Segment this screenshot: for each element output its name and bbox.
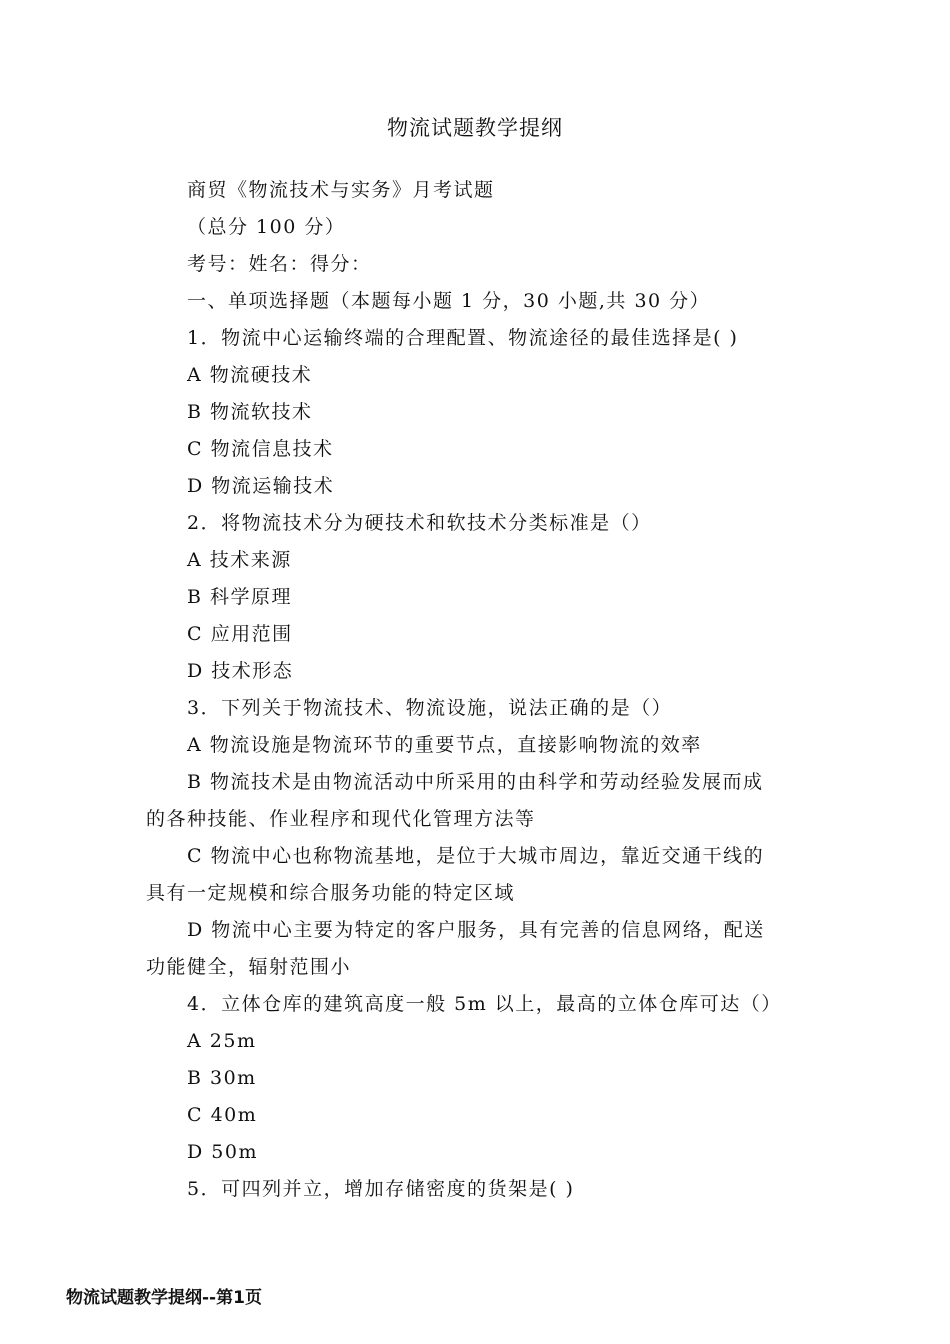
document-title: 物流试题教学提纲 bbox=[387, 116, 563, 140]
option-line-continued: 功能健全，辐射范围小 bbox=[146, 956, 352, 978]
option-line-continued: 的各种技能、作业程序和现代化管理方法等 bbox=[146, 808, 536, 830]
document-body bbox=[0, 172, 950, 1208]
body-line: （总分 100 分） bbox=[187, 216, 346, 238]
option-line: A 物流设施是物流环节的重要节点，直接影响物流的效率 bbox=[187, 734, 702, 756]
body-line: 商贸《物流技术与实务》月考试题 bbox=[187, 179, 495, 201]
option-line: B 物流软技术 bbox=[187, 401, 313, 423]
option-line: D 技术形态 bbox=[187, 660, 294, 682]
question-4: 4．立体仓库的建筑高度一般 5m 以上，最高的立体仓库可达（） bbox=[187, 993, 782, 1015]
option-line: B 科学原理 bbox=[187, 586, 293, 608]
question-2: 2．将物流技术分为硬技术和软技术分类标准是（） bbox=[187, 512, 652, 534]
option-line: C 应用范围 bbox=[187, 623, 293, 645]
page-footer: 物流试题教学提纲--第1页 bbox=[66, 1288, 262, 1308]
option-line: C 物流信息技术 bbox=[187, 438, 334, 460]
option-line: A 技术来源 bbox=[187, 549, 292, 571]
option-line: D 50m bbox=[187, 1141, 258, 1163]
question-5: 5．可四列并立，增加存储密度的货架是( ) bbox=[187, 1178, 575, 1200]
option-line: C 40m bbox=[187, 1104, 258, 1126]
option-line: B 物流技术是由物流活动中所采用的由科学和劳动经验发展而成 bbox=[187, 771, 764, 793]
option-line: D 物流运输技术 bbox=[187, 475, 335, 497]
body-line: 一、单项选择题（本题每小题 1 分，30 小题,共 30 分） bbox=[187, 290, 711, 312]
option-line: D 物流中心主要为特定的客户服务，具有完善的信息网络，配送 bbox=[187, 919, 765, 941]
question-3: 3．下列关于物流技术、物流设施，说法正确的是（） bbox=[187, 697, 673, 719]
option-line: C 物流中心也称物流基地，是位于大城市周边，靠近交通干线的 bbox=[187, 845, 765, 867]
option-line-continued: 具有一定规模和综合服务功能的特定区域 bbox=[146, 882, 516, 904]
body-line: 考号：姓名：得分： bbox=[187, 253, 372, 275]
option-line: B 30m bbox=[187, 1067, 257, 1089]
option-line: A 物流硬技术 bbox=[187, 364, 313, 386]
question-1: 1．物流中心运输终端的合理配置、物流途径的最佳选择是( ) bbox=[187, 327, 739, 349]
option-line: A 25m bbox=[187, 1030, 257, 1052]
